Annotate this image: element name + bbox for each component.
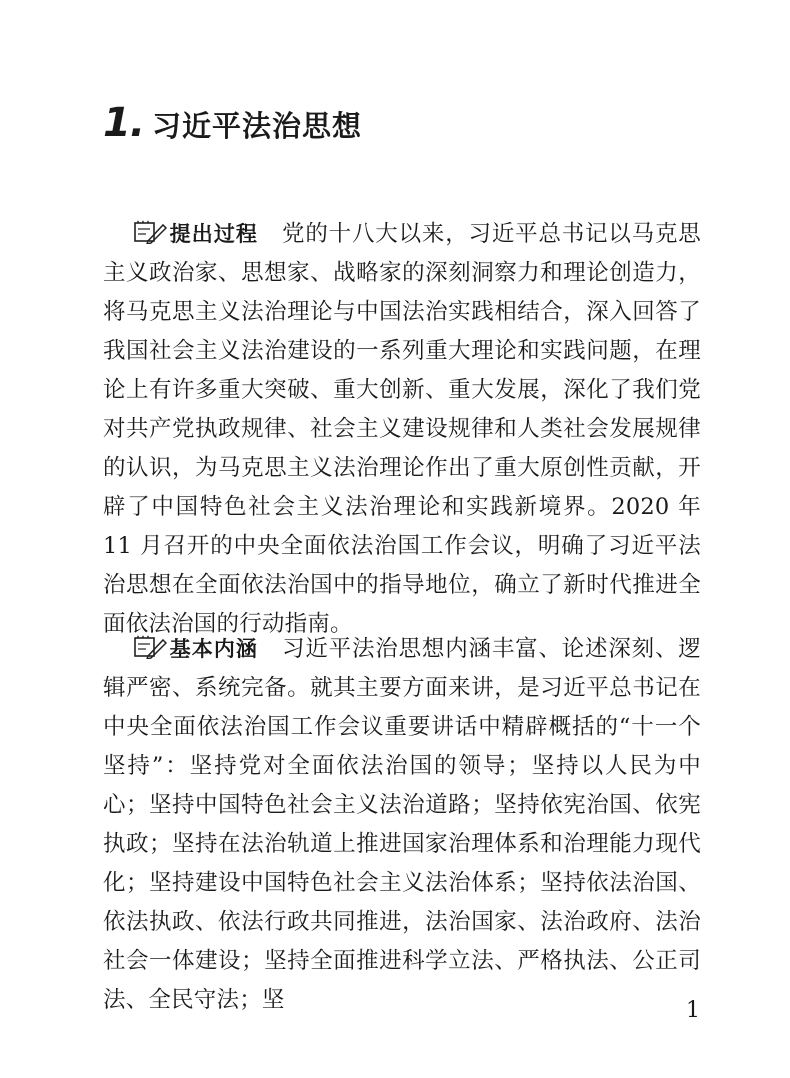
chapter-title: 习近平法治思想 <box>152 109 363 143</box>
section-body-text: 习近平法治思想内涵丰富、论述深刻、逻辑严密、系统完备。就其主要方面来讲，是习近平总书记在中央全面依法治国工作会议重要讲话中精辟概括的“十一个坚持”：坚持党对全面依法治国的领导；坚持以人民为中心；坚持中国特色社会主义法治道路；坚持依宪治国、依宪执政；坚持在法治轨道上推进国家治理体系和治理能力现代化；坚持建设中国特色社会主义法治体系；坚持依法治国、依法执政、依法行政共同推进，法治国家、法治政府、法治社会一体建设；坚持全面推进科学立法、严格执法、公正司法、全民守法；坚 <box>103 636 701 1013</box>
chapter-heading <box>103 100 362 152</box>
section-paragraph <box>103 215 701 644</box>
section-heading <box>133 221 282 247</box>
note-pen-icon <box>133 635 167 659</box>
section-basic-connotation <box>103 630 701 1020</box>
chapter-number: 1. <box>103 100 145 146</box>
note-pen-icon <box>133 220 167 244</box>
section-body-text: 党的十八大以来，习近平总书记以马克思主义政治家、思想家、战略家的深刻洞察力和理论创造力，将马克思主义法治理论与中国法治实践相结合，深入回答了我国社会主义法治建设的一系列重大理论和实践问题，在理论上有许多重大突破、重大创新、重大发展，深化了我们党对共产党执政规律、社会主义建设规律和人类社会发展规律的认识，为马克思主义法治理论作出了重大原创性贡献，开辟了中国特色社会主义法治理论和实践新境界。2020 年 11 月召开的中央全面依法治国工作会议，明确了习近平法治思想在全面依法治国中的指导地位，确立了新时代推进全面依法治国的行动指南。 <box>103 221 701 637</box>
section-heading <box>133 636 282 662</box>
section-proposal-process <box>103 215 701 644</box>
page-number: 1 <box>686 998 700 1023</box>
section-paragraph <box>103 630 701 1020</box>
section-label: 基本内涵 <box>169 637 259 661</box>
section-label: 提出过程 <box>169 222 259 246</box>
